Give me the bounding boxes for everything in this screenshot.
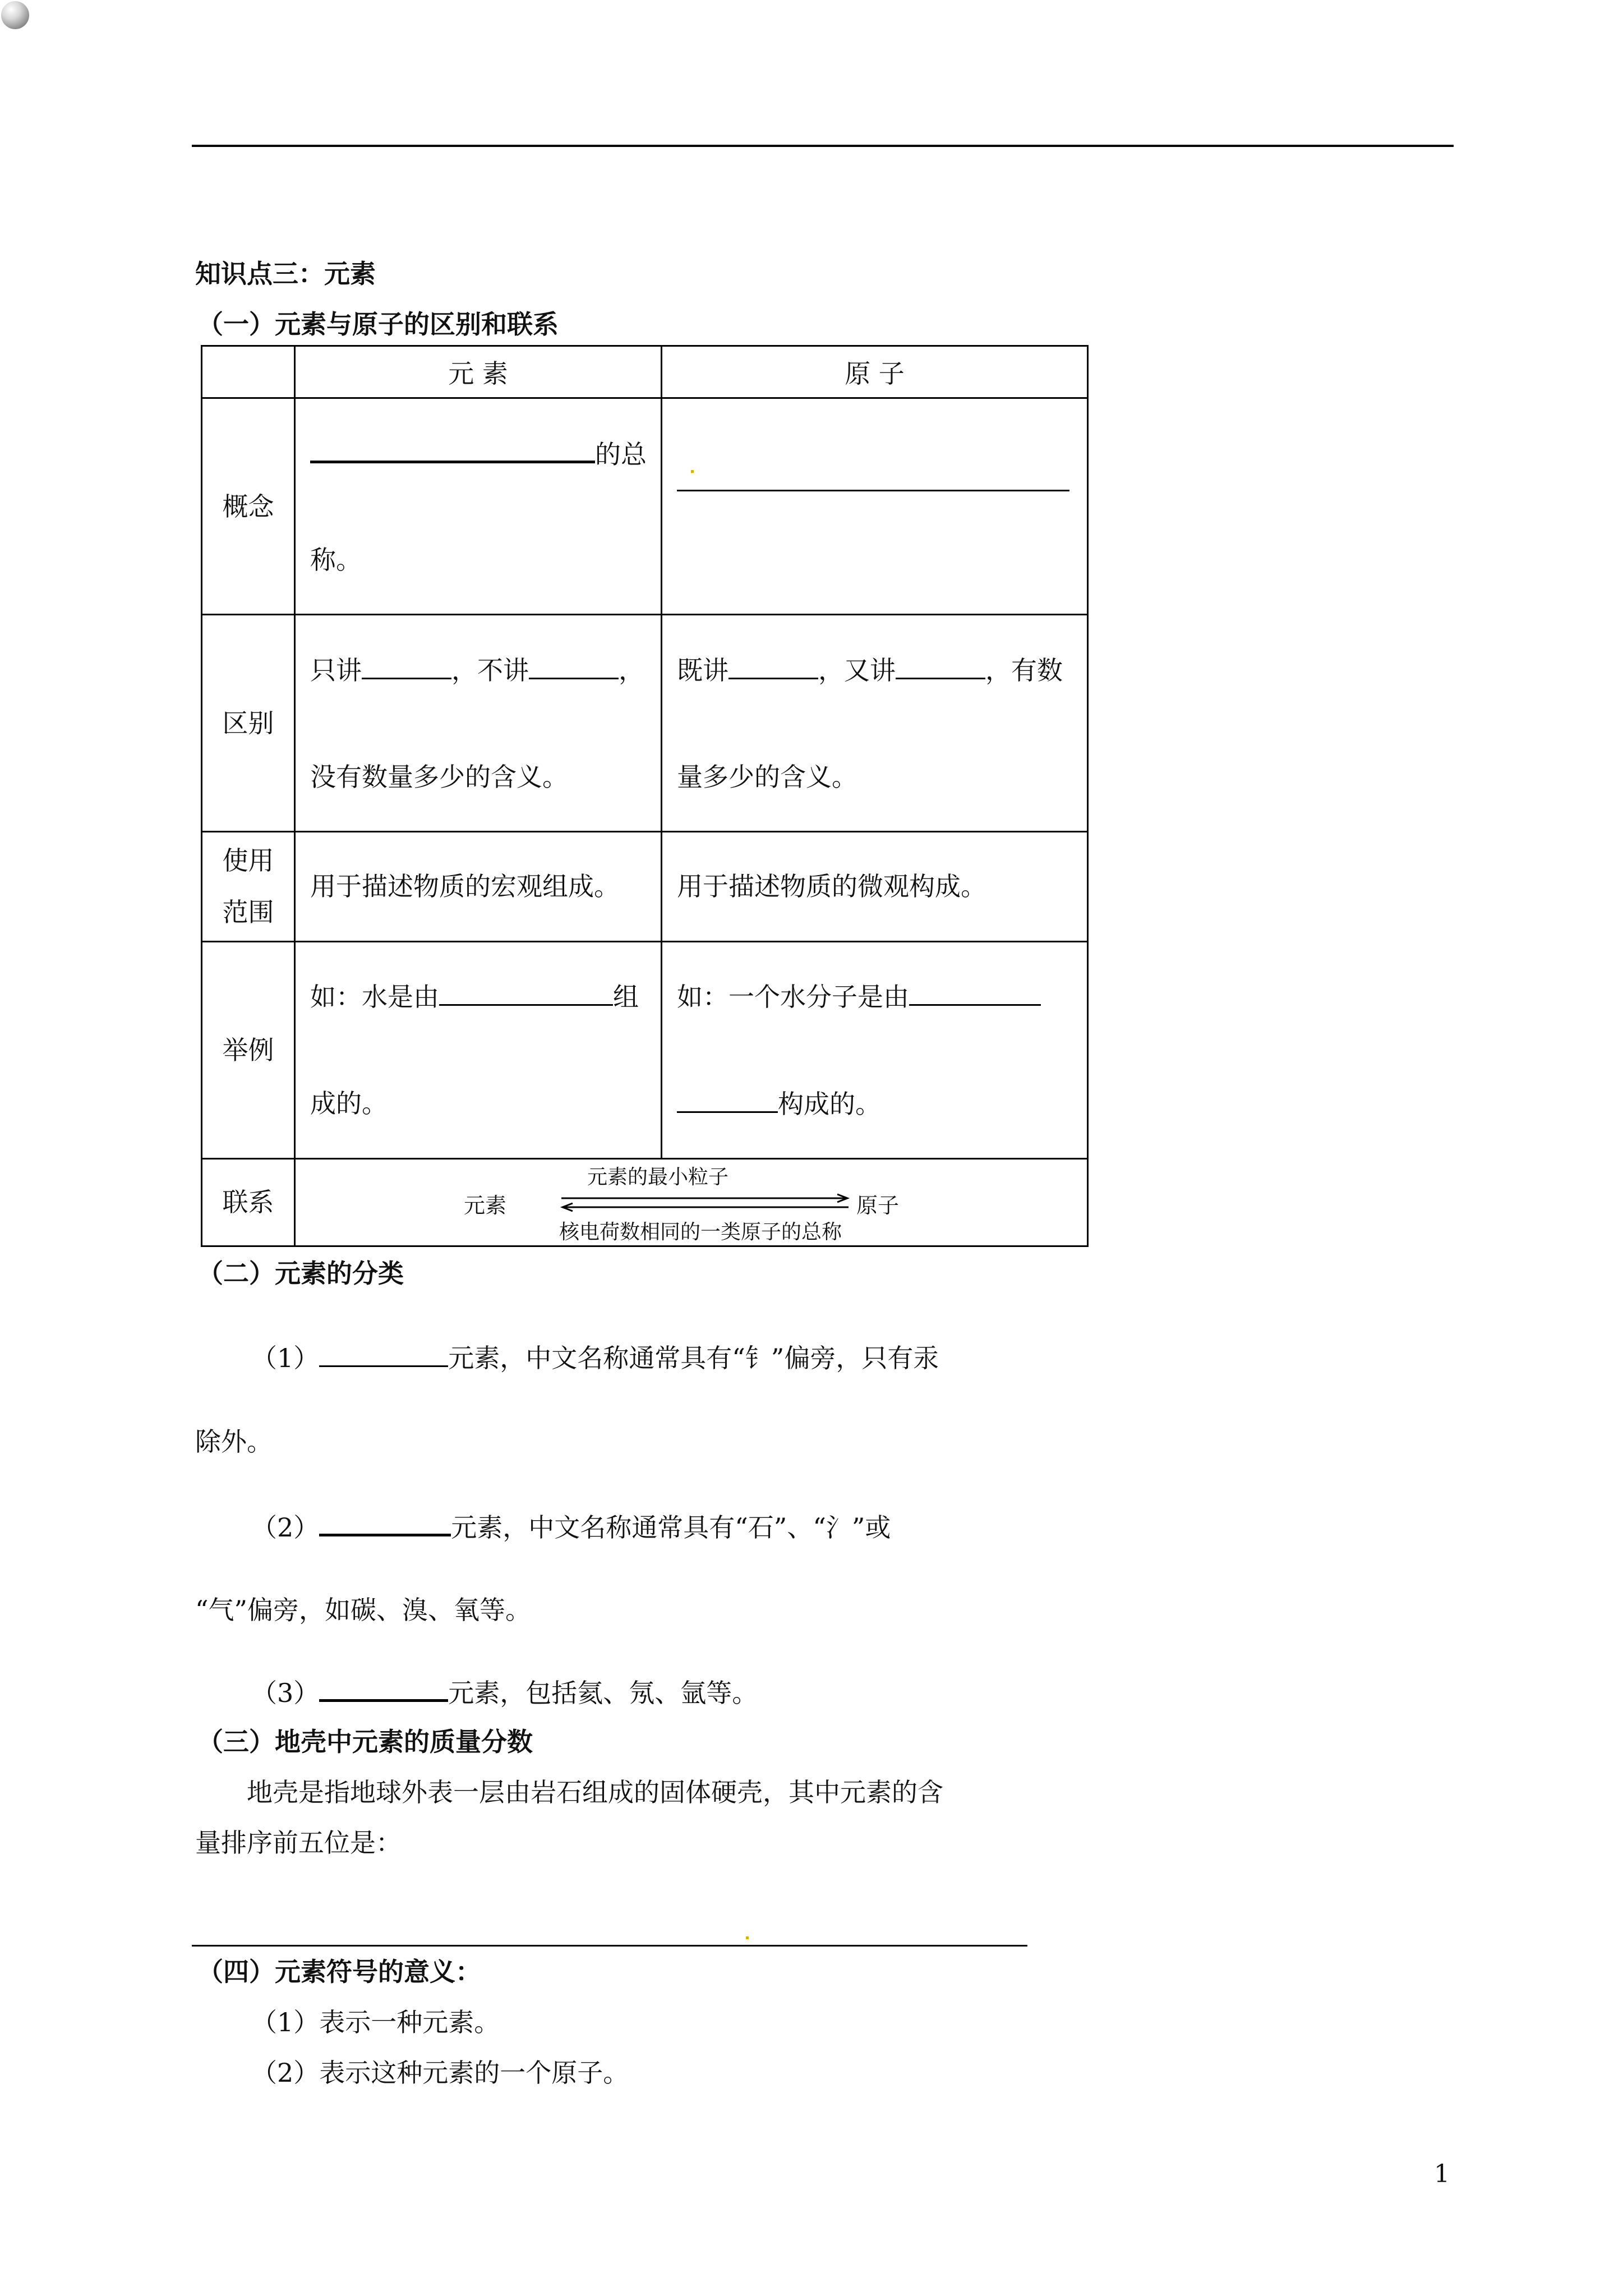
table-row-example	[202, 941, 1088, 1158]
cell-scope-atom: 用于描述物质的微观构成。	[662, 832, 1088, 942]
symbol-meaning-1: （1）表示一种元素。	[251, 2007, 500, 2037]
fill-blank[interactable]	[310, 436, 595, 463]
header-rule	[192, 145, 1454, 147]
fill-blank[interactable]	[728, 653, 818, 679]
classification-item-2: （2） 元素，中文名称通常具有“石”、“氵”或	[251, 1509, 891, 1544]
concept-element-line1: 的总	[310, 436, 646, 471]
table-row-concept	[202, 398, 1088, 615]
classification-item-1: （1） 元素，中文名称通常具有“钅”偏旁，只有汞	[251, 1341, 939, 1375]
classification-item-3: （3） 元素，包括氦、氖、氩等。	[251, 1674, 758, 1710]
subsection-1-title: （一）元素与原子的区别和联系	[197, 309, 559, 339]
cell-scope-element: 用于描述物质的宏观组成。	[295, 832, 662, 942]
fill-blank[interactable]	[439, 979, 613, 1006]
scan-speck	[691, 470, 694, 473]
fill-blank[interactable]	[677, 1087, 778, 1113]
example-atom-line1: 如：一个水分子是由	[677, 979, 1072, 1014]
cell-difference-element	[295, 615, 662, 832]
difference-element-line1: 只讲 ，不讲 ，	[310, 653, 646, 687]
answer-line[interactable]	[192, 1945, 1027, 1947]
column-header-atom: 原 子	[662, 346, 1088, 398]
element-atom-table	[201, 345, 1089, 1247]
concept-element-line2: 称。	[310, 545, 362, 576]
page-number: 1	[1434, 2160, 1450, 2188]
scan-speck	[746, 1936, 749, 1939]
cell-concept-element	[295, 398, 662, 615]
cell-difference-atom	[662, 615, 1088, 832]
cell-concept-atom	[662, 398, 1088, 615]
crust-paragraph-line1: 地壳是指地球外表一层由岩石组成的固体硬壳，其中元素的含	[247, 1777, 943, 1807]
row-label-example: 举例	[202, 941, 295, 1158]
difference-atom-line1: 既讲 ，又讲 ，有数	[677, 653, 1072, 687]
relation-right-term: 原子	[856, 1193, 900, 1218]
symbol-meaning-2: （2）表示这种元素的一个原子。	[251, 2058, 629, 2088]
fill-blank[interactable]	[319, 1674, 448, 1702]
fill-blank[interactable]	[896, 653, 985, 679]
crust-paragraph-line2: 量排序前五位是：	[195, 1828, 402, 1858]
relation-left-term: 元素	[464, 1193, 507, 1218]
difference-element-line2: 没有数量多少的含义。	[310, 761, 568, 792]
row-label-concept: 概念	[202, 398, 295, 615]
column-header-element: 元 素	[295, 346, 662, 398]
row-label-difference: 区别	[202, 615, 295, 832]
table-row-difference	[202, 615, 1088, 832]
table-corner-cell	[202, 346, 295, 398]
fill-blank[interactable]	[362, 653, 451, 679]
corner-sphere-icon	[1, 1, 29, 29]
relation-diagram	[296, 1160, 1087, 1244]
concept-atom-line	[677, 465, 1072, 499]
table-row-relation	[202, 1158, 1088, 1246]
classification-item-1-cont: 除外。	[195, 1427, 273, 1457]
row-label-relation: 联系	[202, 1158, 295, 1246]
cell-relation-diagram	[295, 1158, 1088, 1246]
difference-atom-line2: 量多少的含义。	[677, 761, 857, 792]
relation-top-label: 元素的最小粒子	[587, 1166, 729, 1189]
subsection-3-title: （三）地壳中元素的质量分数	[197, 1727, 533, 1757]
example-element-line1: 如：水是由 组	[310, 979, 646, 1014]
cell-example-atom	[662, 941, 1088, 1158]
row-label-scope: 使用 范围	[202, 832, 295, 942]
example-atom-line2: 构成的。	[677, 1087, 1072, 1121]
example-element-line2: 成的。	[310, 1088, 388, 1119]
table-row-scope	[202, 832, 1088, 942]
fill-blank[interactable]	[319, 1509, 451, 1536]
cell-example-element	[295, 941, 662, 1158]
table-header-row	[202, 346, 1088, 398]
relation-bottom-label: 核电荷数相同的一类原子的总称	[559, 1221, 842, 1244]
fill-blank[interactable]	[909, 979, 1041, 1006]
subsection-4-title: （四）元素符号的意义：	[197, 1957, 481, 1987]
section-title: 知识点三：元素	[195, 259, 376, 289]
subsection-2-title: （二）元素的分类	[197, 1258, 404, 1289]
classification-item-2-cont: “气”偏旁，如碳、溴、氧等。	[195, 1595, 532, 1625]
fill-blank[interactable]	[677, 465, 1069, 491]
double-arrow-icon	[559, 1191, 851, 1214]
fill-blank[interactable]	[319, 1341, 448, 1367]
fill-blank[interactable]	[529, 653, 619, 679]
